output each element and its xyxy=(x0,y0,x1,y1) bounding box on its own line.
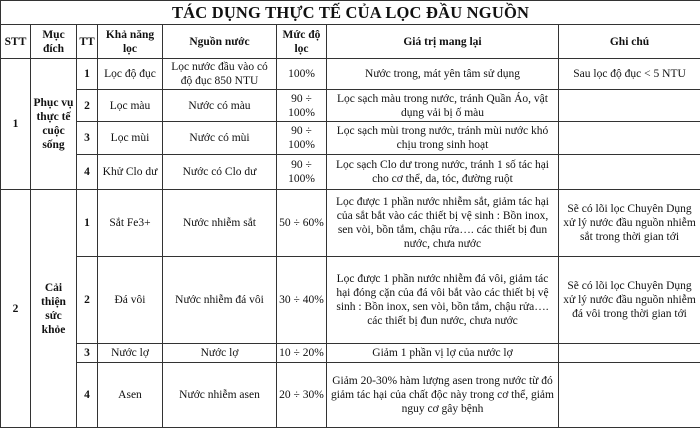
row-water-source: Nước có Clo dư xyxy=(163,155,277,190)
row-note: Sẽ có lõi lọc Chuyên Dụng xử lý nước đầu nguồn nhiễm sắt trong thời gian tới xyxy=(559,190,700,257)
row-tt: 4 xyxy=(77,363,98,428)
row-tt: 1 xyxy=(77,190,98,257)
row-filter-level: 20 ÷ 30% xyxy=(277,363,327,428)
row-water-source: Lọc nước đầu vào có độ đục 850 NTU xyxy=(163,59,277,90)
row-capability: Sắt Fe3+ xyxy=(98,190,163,257)
table-row xyxy=(1,59,700,90)
header-kha-nang-loc: Khả năng lọc xyxy=(98,25,163,59)
header-tt: TT xyxy=(77,25,98,59)
table-row xyxy=(1,190,700,257)
row-value: Lọc sạch mùi trong nước, tránh mùi nước khó chịu trong sinh hoạt xyxy=(327,122,559,155)
row-capability: Nước lợ xyxy=(98,344,163,363)
header-nguon-nuoc: Nguồn nước xyxy=(163,25,277,59)
row-capability: Asen xyxy=(98,363,163,428)
row-tt: 2 xyxy=(77,90,98,122)
row-value: Lọc sạch Clo dư trong nước, tránh 1 số tác hại cho cơ thể, da, tóc, đường ruột xyxy=(327,155,559,190)
row-water-source: Nước lợ xyxy=(163,344,277,363)
row-water-source: Nước có mùi xyxy=(163,122,277,155)
header-muc-do-loc: Mức độ lọc xyxy=(277,25,327,59)
row-capability: Đá vôi xyxy=(98,257,163,344)
table-row xyxy=(1,363,700,428)
row-note xyxy=(559,363,700,428)
row-capability: Lọc mùi xyxy=(98,122,163,155)
row-filter-level: 10 ÷ 20% xyxy=(277,344,327,363)
row-filter-level: 30 ÷ 40% xyxy=(277,257,327,344)
row-filter-level: 50 ÷ 60% xyxy=(277,190,327,257)
table-title: TÁC DỤNG THỰC TẾ CỦA LỌC ĐẦU NGUỒN xyxy=(1,1,700,25)
row-value: Lọc sạch màu trong nước, tránh Quần Áo, vật dụng vải bị ố màu xyxy=(327,90,559,122)
header-ghi-chu: Ghi chú xyxy=(559,25,700,59)
row-filter-level: 100% xyxy=(277,59,327,90)
group-stt: 1 xyxy=(1,59,31,190)
table-row xyxy=(1,344,700,363)
row-note xyxy=(559,344,700,363)
group-purpose: Cải thiện sức khỏe xyxy=(31,190,77,428)
row-tt: 4 xyxy=(77,155,98,190)
group-purpose: Phục vụ thực tế cuộc sống xyxy=(31,59,77,190)
header-gia-tri: Giá trị mang lại xyxy=(327,25,559,59)
row-water-source: Nước nhiễm đá vôi xyxy=(163,257,277,344)
row-tt: 3 xyxy=(77,344,98,363)
row-note: Sau lọc độ đục < 5 NTU xyxy=(559,59,700,90)
row-capability: Lọc màu xyxy=(98,90,163,122)
row-value: Lọc được 1 phần nước nhiễm đá vôi, giảm tác hại đóng cặn của đá vôi bắt vào các thiết bị vệ sinh : Bồn inox, sen vòi, bồn tắm, chậu rửa…. các thiết bị đun nước, chưa nước xyxy=(327,257,559,344)
row-filter-level: 90 ÷ 100% xyxy=(277,122,327,155)
row-value: Nước trong, mát yên tâm sử dụng xyxy=(327,59,559,90)
row-tt: 3 xyxy=(77,122,98,155)
row-tt: 2 xyxy=(77,257,98,344)
header-stt: STT xyxy=(1,25,31,59)
table-row xyxy=(1,90,700,122)
row-note xyxy=(559,90,700,122)
header-muc-dich: Mục đích xyxy=(31,25,77,59)
row-note xyxy=(559,155,700,190)
row-tt: 1 xyxy=(77,59,98,90)
row-filter-level: 90 ÷ 100% xyxy=(277,90,327,122)
row-water-source: Nước có màu xyxy=(163,90,277,122)
table-row xyxy=(1,122,700,155)
row-filter-level: 90 ÷ 100% xyxy=(277,155,327,190)
row-water-source: Nước nhiễm sắt xyxy=(163,190,277,257)
title-row xyxy=(1,1,700,25)
row-value: Giảm 20-30% hàm lượng asen trong nước từ đó giảm tác hại của chất độc này trong cơ thể, giảm nguy cơ gây bệnh xyxy=(327,363,559,428)
group-stt: 2 xyxy=(1,190,31,428)
table-row xyxy=(1,155,700,190)
row-note xyxy=(559,122,700,155)
row-water-source: Nước nhiễm asen xyxy=(163,363,277,428)
table-row xyxy=(1,257,700,344)
row-capability: Khử Clo dư xyxy=(98,155,163,190)
row-note: Sẽ có lõi lọc Chuyên Dụng xử lý nước đầu nguồn nhiễm đá vôi trong thời gian tới xyxy=(559,257,700,344)
row-value: Lọc được 1 phần nước nhiễm sắt, giảm tác hại của sắt bắt vào các thiết bị vệ sinh : Bồn inox, sen vòi, bồn tắm, chậu rửa…. các thiết bị đun nước, chưa nước xyxy=(327,190,559,257)
row-value: Giảm 1 phần vị lợ của nước lợ xyxy=(327,344,559,363)
row-capability: Lọc độ đục xyxy=(98,59,163,90)
header-row xyxy=(1,25,700,59)
